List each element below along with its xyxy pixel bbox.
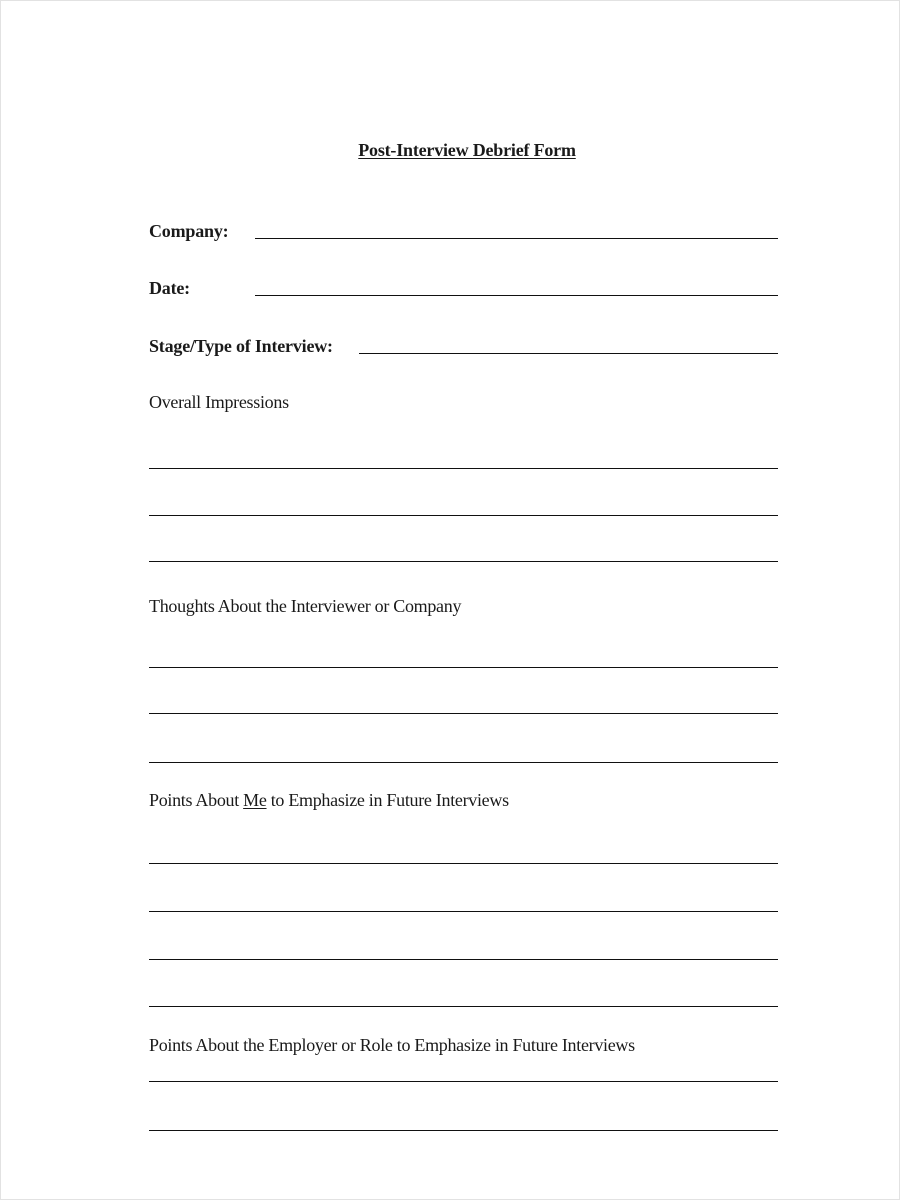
thoughts-label: Thoughts About the Interviewer or Company [149,596,462,616]
employer-line-2[interactable] [149,1130,778,1131]
points-about-me-prefix: Points About [149,790,244,810]
overall-impressions-label: Overall Impressions [149,392,289,412]
points-about-me-suffix: to Emphasize in Future Interviews [266,790,509,810]
company-line[interactable] [255,238,778,239]
form-title: Post-Interview Debrief Form [358,140,576,160]
stage-line[interactable] [359,353,778,354]
date-line[interactable] [255,295,778,296]
overall-line-3[interactable] [149,561,778,562]
me-line-2[interactable] [149,911,778,912]
points-about-me-label [149,790,509,811]
thoughts-line-3[interactable] [149,762,778,763]
employer-line-1[interactable] [149,1081,778,1082]
thoughts-line-1[interactable] [149,667,778,668]
me-line-3[interactable] [149,959,778,960]
me-line-1[interactable] [149,863,778,864]
overall-line-2[interactable] [149,515,778,516]
points-about-me-emphasis: Me [243,790,267,810]
company-label: Company: [149,221,229,241]
employer-label: Points About the Employer or Role to Emphasize in Future Interviews [149,1035,635,1055]
date-label: Date: [149,278,190,298]
thoughts-line-2[interactable] [149,713,778,714]
stage-label: Stage/Type of Interview: [149,336,333,356]
overall-line-1[interactable] [149,468,778,469]
me-line-4[interactable] [149,1006,778,1007]
